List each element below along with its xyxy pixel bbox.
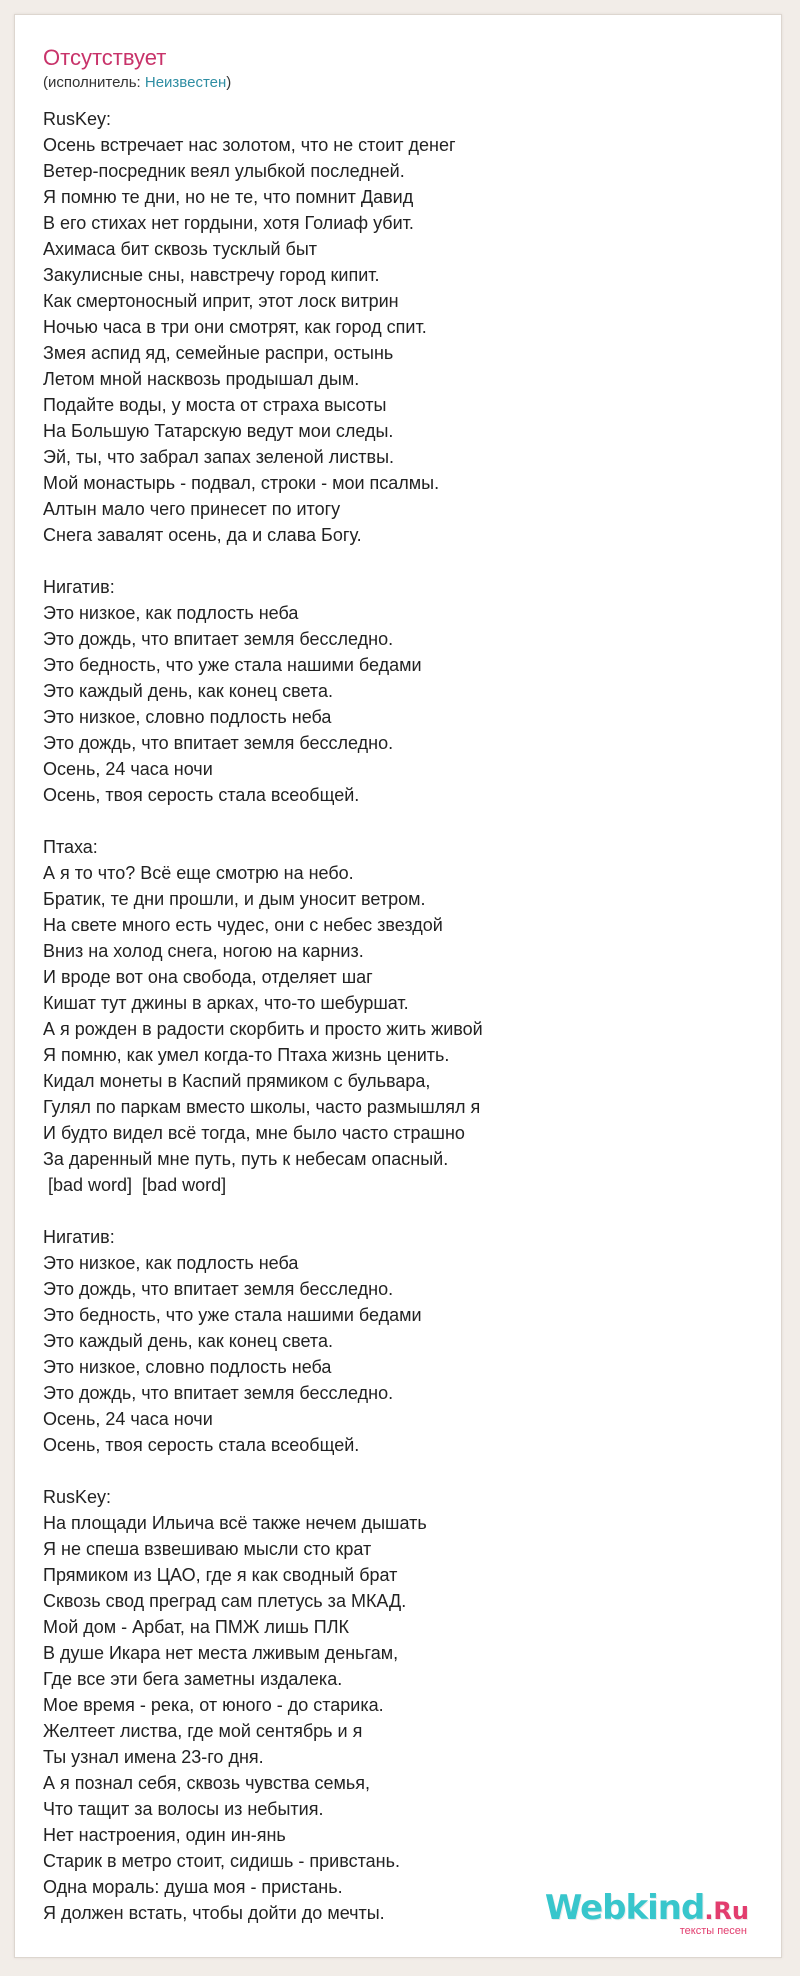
- lyric-line: Это низкое, как подлость неба: [43, 1253, 299, 1273]
- performer-prefix: (исполнитель:: [43, 74, 145, 91]
- lyric-line: И вроде вот она свобода, отделяет шаг: [43, 967, 373, 987]
- lyric-line: RusKey:: [43, 1487, 112, 1507]
- lyric-line: Это каждый день, как конец света.: [43, 681, 333, 701]
- lyric-line: Это низкое, словно подлость неба: [43, 707, 332, 727]
- lyric-line: А я рожден в радости скорбить и просто жить живой: [43, 1019, 483, 1039]
- lyric-blank-line: [43, 808, 763, 834]
- lyric-line: Осень, твоя серость стала всеобщей.: [43, 1435, 360, 1455]
- lyric-line: Это низкое, словно подлость неба: [43, 1357, 332, 1377]
- performer-line: [43, 73, 231, 93]
- lyric-line: Мой монастырь - подвал, строки - мои псалмы.: [43, 473, 440, 493]
- lyric-line: Мое время - река, от юного - до старика.: [43, 1695, 384, 1715]
- lyric-line: Алтын мало чего принесет по итогу: [43, 499, 341, 519]
- lyric-line: Осень встречает нас золотом, что не стоит денег: [43, 135, 456, 155]
- lyric-line: Осень, твоя серость стала всеобщей.: [43, 785, 360, 805]
- lyric-line: Что тащит за волосы из небытия.: [43, 1799, 324, 1819]
- lyric-line: [bad word] [bad word]: [43, 1175, 227, 1195]
- lyric-line: Я помню те дни, но не те, что помнит Давид: [43, 187, 414, 207]
- performer-suffix: ): [226, 74, 232, 91]
- lyric-line: В его стихах нет гордыни, хотя Голиаф убит.: [43, 213, 414, 233]
- lyric-line: Подайте воды, у моста от страха высоты: [43, 395, 387, 415]
- lyric-line: А я познал себя, сквозь чувства семья,: [43, 1773, 371, 1793]
- lyric-line: Вниз на холод снега, ногою на карниз.: [43, 941, 364, 961]
- lyric-line: Кидал монеты в Каспий прямиком с бульвара,: [43, 1071, 431, 1091]
- lyric-line: Братик, те дни прошли, и дым уносит ветром.: [43, 889, 426, 909]
- lyric-line: Кишат тут джины в арках, что-то шебуршат.: [43, 993, 409, 1013]
- lyric-line: RusKey:: [43, 109, 112, 129]
- lyric-line: Желтеет листва, где мой сентябрь и я: [43, 1721, 363, 1741]
- lyric-line: Как смертоносный иприт, этот лоск витрин: [43, 291, 399, 311]
- lyric-line: Я не спеша взвешиваю мысли сто крат: [43, 1539, 372, 1559]
- lyric-line: Змея аспид яд, семейные распри, остынь: [43, 343, 394, 363]
- lyric-blank-line: [43, 548, 763, 574]
- lyric-line: Я помню, как умел когда-то Птаха жизнь ценить.: [43, 1045, 450, 1065]
- lyric-line: Это дождь, что впитает земля бесследно.: [43, 1279, 394, 1299]
- site-watermark: [544, 1888, 749, 1939]
- lyric-line: Летом мной насквозь продышал дым.: [43, 369, 360, 389]
- lyrics-text: [43, 106, 763, 1926]
- lyric-line: Это бедность, что уже стала нашими бедами: [43, 655, 422, 675]
- lyric-line: Сквозь свод преград сам плетусь за МКАД.: [43, 1591, 407, 1611]
- lyric-line: Это дождь, что впитает земля бесследно.: [43, 1383, 394, 1403]
- lyric-line: Нигатив:: [43, 1227, 115, 1247]
- lyric-line: Осень, 24 часа ночи: [43, 759, 213, 779]
- lyric-line: Одна мораль: душа моя - пристань.: [43, 1877, 343, 1897]
- lyrics-card: [14, 14, 782, 1958]
- performer-link[interactable]: Неизвестен: [144, 74, 227, 91]
- lyric-line: Старик в метро стоит, сидишь - привстань.: [43, 1851, 400, 1871]
- lyric-line: На площади Ильича всё также нечем дышать: [43, 1513, 427, 1533]
- watermark-logo: [545, 1889, 749, 1930]
- lyric-line: В душе Икара нет места лживым деньгам,: [43, 1643, 399, 1663]
- watermark-tld: .Ru: [704, 1897, 749, 1925]
- lyric-blank-line: [43, 1458, 763, 1484]
- lyric-line: Это дождь, что впитает земля бесследно.: [43, 733, 394, 753]
- lyric-blank-line: [43, 1198, 763, 1224]
- lyric-line: Ветер-посредник веял улыбкой последней.: [43, 161, 405, 181]
- lyric-line: Нигатив:: [43, 577, 115, 597]
- lyric-line: Я должен встать, чтобы дойти до мечты.: [43, 1903, 385, 1923]
- lyric-line: Это низкое, как подлость неба: [43, 603, 299, 623]
- lyric-line: Это каждый день, как конец света.: [43, 1331, 333, 1351]
- watermark-brand: Webkind: [544, 1888, 705, 1928]
- lyric-line: На свете много есть чудес, они с небес звездой: [43, 915, 443, 935]
- watermark-tagline: тексты песен: [679, 1925, 747, 1937]
- lyric-line: Гулял по паркам вместо школы, часто размышлял я: [43, 1097, 481, 1117]
- lyric-line: Прямиком из ЦАО, где я как сводный брат: [43, 1565, 398, 1585]
- lyric-line: Где все эти бега заметны издалека.: [43, 1669, 343, 1689]
- lyric-line: Ты узнал имена 23-го дня.: [43, 1747, 264, 1767]
- lyric-line: Эй, ты, что забрал запах зеленой листвы.: [43, 447, 395, 467]
- lyric-line: Ахимаса бит сквозь тусклый быт: [43, 239, 318, 259]
- lyric-line: Это бедность, что уже стала нашими бедами: [43, 1305, 422, 1325]
- lyric-line: Осень, 24 часа ночи: [43, 1409, 213, 1429]
- song-title: Отсутствует: [43, 45, 167, 70]
- lyric-line: Закулисные сны, навстречу город кипит.: [43, 265, 380, 285]
- lyric-line: Мой дом - Арбат, на ПМЖ лишь ПЛК: [43, 1617, 350, 1637]
- lyric-line: А я то что? Всё еще смотрю на небо.: [43, 863, 354, 883]
- lyric-line: Птаха:: [43, 837, 98, 857]
- lyric-line: Снега завалят осень, да и слава Богу.: [43, 525, 362, 545]
- lyric-line: За даренный мне путь, путь к небесам опасный.: [43, 1149, 449, 1169]
- lyric-line: Ночью часа в три они смотрят, как город спит.: [43, 317, 427, 337]
- lyric-line: Нет настроения, один ин-янь: [43, 1825, 286, 1845]
- lyric-line: И будто видел всё тогда, мне было часто страшно: [43, 1123, 465, 1143]
- lyric-line: На Большую Татарскую ведут мои следы.: [43, 421, 394, 441]
- lyric-line: Это дождь, что впитает земля бесследно.: [43, 629, 394, 649]
